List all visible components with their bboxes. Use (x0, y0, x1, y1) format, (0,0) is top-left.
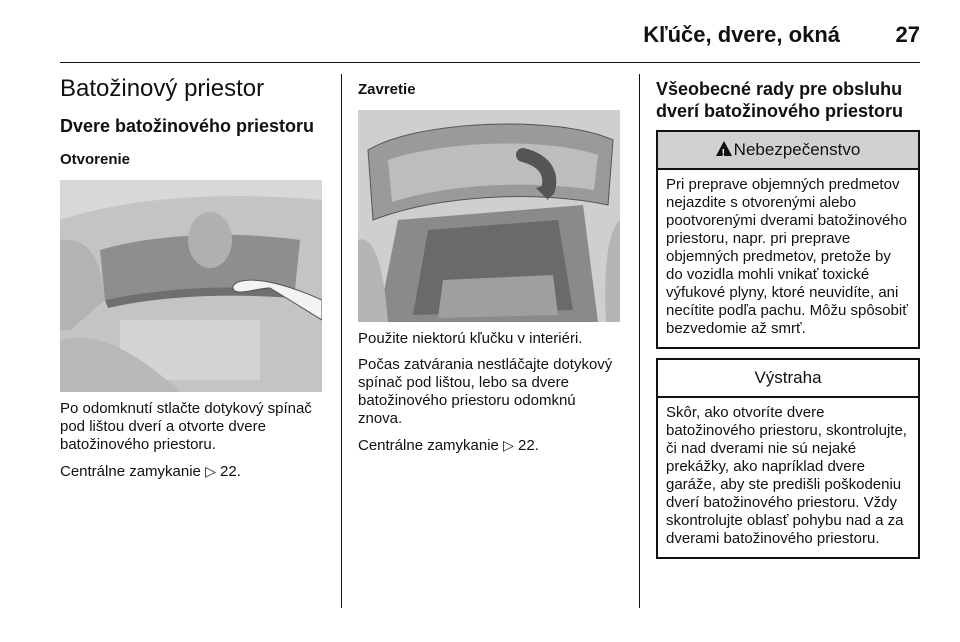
reference-page: 22. (220, 463, 241, 480)
page-number: 27 (895, 22, 920, 47)
warning-triangle-icon (716, 141, 732, 156)
danger-title: Nebezpečenstvo (733, 140, 861, 159)
arrow-ref-icon: ▷ (503, 437, 514, 453)
opening-instructions: Po odomknutí stlačte dotykový spínač pod lištou dverí a otvorte dvere batožinového priestoru. (60, 400, 312, 453)
danger-box (656, 130, 920, 349)
tailgate-handle-illustration (60, 180, 322, 392)
section-title: Batožinový priestor (60, 75, 265, 102)
warning-box (656, 358, 920, 559)
danger-header (658, 132, 918, 170)
tailgate-handle-photo (60, 180, 322, 392)
page-header-title: Kľúče, dvere, okná (643, 22, 840, 47)
column-3 (656, 74, 920, 559)
danger-text: Pri preprave objemných predmetov nejazdite s otvorenými alebo pootvorenými dverami batožinového priestoru, napr. pri preprave objemných predmetov, pretože by do vozidla mohli vnikať toxické výfukové plyny, ktoré neuvidíte, ani necítite podľa pachu. Môžu spôsobiť bezvedomie až smrť. (666, 176, 908, 337)
tailgate-closing-illustration (358, 110, 620, 322)
reference-label: Centrálne zamykanie (60, 463, 201, 480)
warning-header: Výstraha (658, 360, 918, 398)
header-rule (60, 62, 920, 63)
arrow-ref-icon: ▷ (205, 463, 216, 479)
subsection-title: Dvere batožinového priestoru (60, 116, 315, 136)
column-divider (639, 74, 640, 608)
cross-reference (358, 436, 620, 455)
column-2 (358, 74, 620, 455)
subheading-closing: Zavretie (358, 81, 416, 98)
subheading-opening: Otvorenie (60, 151, 131, 168)
column-divider (341, 74, 342, 608)
reference-page: 22. (518, 437, 539, 454)
closing-instruction-2: Počas zatvárania nestláčajte dotykový spínač pod lištou, lebo sa dvere batožinového priestoru odomknú znova. (358, 356, 613, 427)
section-title: Všeobecné rady pre obsluhu dverí batožinového priestoru (656, 79, 904, 121)
column-1 (60, 74, 324, 481)
tailgate-closing-photo (358, 110, 620, 322)
warning-text: Skôr, ako otvoríte dvere batožinového priestoru, skontrolujte, či nad dverami nie sú nejaké prekážky, ako napríklad dvere garáže, aby ste predišli poškodeniu dverí batožinového priestoru. Vždy skontrolujte oblasť pohybu nad a za dverami batožinového priestoru. (666, 404, 907, 547)
reference-label: Centrálne zamykanie (358, 437, 499, 454)
cross-reference (60, 462, 324, 481)
closing-instruction-1: Použite niektorú kľučku v interiéri. (358, 330, 583, 347)
